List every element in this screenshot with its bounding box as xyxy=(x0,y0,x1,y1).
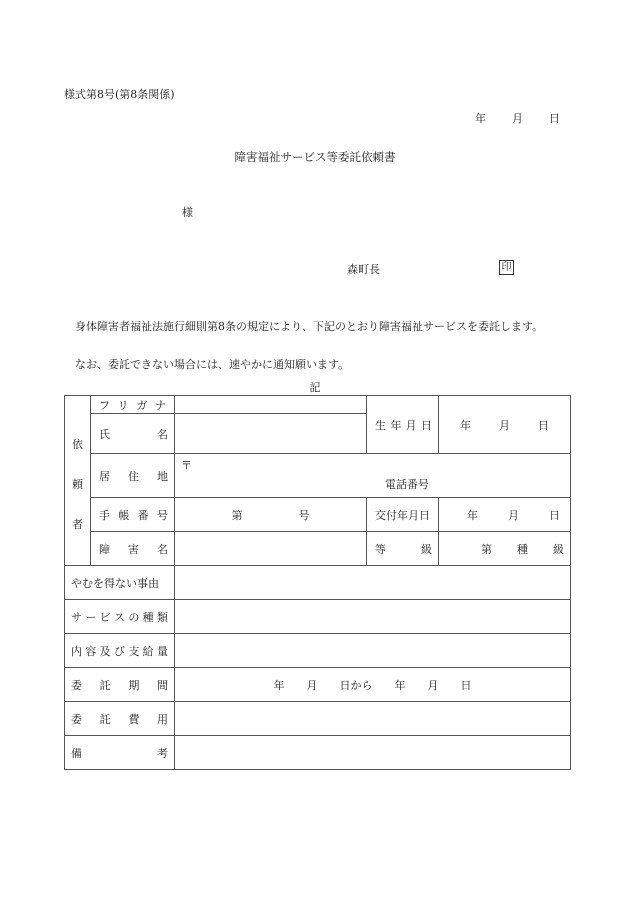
requester-char-1: 依 xyxy=(72,437,83,451)
body-paragraph-2: なお、委託できない場合には、速やかに通知願います。 xyxy=(75,358,350,371)
fee-field[interactable] xyxy=(175,702,571,736)
period-char: 委 xyxy=(71,678,82,692)
reason-label: やむを得ない事由 xyxy=(65,566,175,600)
content-char: 量 xyxy=(156,644,168,658)
period-char: 期 xyxy=(128,678,140,692)
name-field[interactable] xyxy=(175,414,367,454)
disability-char: 名 xyxy=(157,542,168,556)
service-char: ー xyxy=(85,610,97,624)
handbook-go: 号 xyxy=(298,508,310,522)
postal-mark: 〒 xyxy=(181,459,192,472)
issue-day: 日 xyxy=(549,508,560,522)
date-month: 月 xyxy=(512,112,523,125)
content-char: 内 xyxy=(71,644,82,658)
birthdate-year: 年 xyxy=(460,418,471,432)
content-field[interactable] xyxy=(175,634,571,668)
birthdate-field[interactable] xyxy=(439,396,571,454)
fee-char: 用 xyxy=(156,712,168,726)
service-char: ビ xyxy=(99,610,111,624)
requester-char-2: 頼 xyxy=(72,477,83,491)
date-day: 日 xyxy=(549,112,560,125)
grade-kyu: 級 xyxy=(553,542,564,556)
period-char: 間 xyxy=(156,678,168,692)
service-char: サ xyxy=(71,610,82,624)
grade-char: 等 xyxy=(375,542,386,556)
furigana-field[interactable] xyxy=(175,396,367,414)
phone-label: 電話番号 xyxy=(385,478,429,491)
issue-date-field[interactable] xyxy=(439,498,571,532)
birthdate-char: 年 xyxy=(390,418,402,432)
grade-field[interactable] xyxy=(439,532,571,566)
handbook-dai: 第 xyxy=(231,508,243,522)
remarks-char: 考 xyxy=(157,746,168,760)
address-char: 住 xyxy=(128,469,139,483)
service-char: 類 xyxy=(156,610,168,624)
furigana-char: フ xyxy=(99,398,110,412)
service-char: の xyxy=(128,610,140,624)
remarks-label xyxy=(65,736,175,770)
content-label xyxy=(65,634,175,668)
handbook-label xyxy=(91,498,175,532)
period-field[interactable]: 年 月 日から 年 月 日 xyxy=(175,668,571,702)
issue-month: 月 xyxy=(508,508,519,522)
requester-label-cell xyxy=(65,396,91,566)
furigana-label xyxy=(91,396,175,414)
grade-label xyxy=(367,532,439,566)
remarks-field[interactable] xyxy=(175,736,571,770)
ki-heading: 記 xyxy=(309,381,321,394)
birthdate-char: 生 xyxy=(375,418,386,432)
service-char: 種 xyxy=(142,610,154,624)
addressee: 様 xyxy=(182,206,193,219)
form-number: 様式第8号(第8条関係) xyxy=(64,88,175,101)
issuer: 森町長 xyxy=(347,263,380,276)
service-char: ス xyxy=(113,610,125,624)
address-char: 地 xyxy=(157,469,168,483)
requester-char-3: 者 xyxy=(72,517,83,531)
fee-char: 費 xyxy=(128,712,140,726)
address-label xyxy=(91,454,175,498)
name-char: 氏 xyxy=(99,427,110,441)
birthdate-label xyxy=(367,396,439,454)
issue-year: 年 xyxy=(467,508,478,522)
handbook-char: 番 xyxy=(137,508,149,522)
grade-shu: 種 xyxy=(517,542,528,556)
grade-dai: 第 xyxy=(481,542,492,556)
document-title: 障害福祉サービス等委託依頼書 xyxy=(234,150,396,164)
disability-field[interactable] xyxy=(175,532,367,566)
furigana-char: ナ xyxy=(154,398,166,412)
date-line xyxy=(475,110,560,126)
disability-label xyxy=(91,532,175,566)
fee-label xyxy=(65,702,175,736)
handbook-char: 号 xyxy=(156,508,168,522)
birthdate-month: 月 xyxy=(499,418,510,432)
service-type-label xyxy=(65,600,175,634)
reason-field[interactable] xyxy=(175,566,571,600)
birthdate-char: 日 xyxy=(420,418,432,432)
issue-date-label: 交付年月日 xyxy=(367,498,439,532)
content-char: び xyxy=(113,644,125,658)
request-form-table xyxy=(64,395,571,770)
period-char: 託 xyxy=(99,678,111,692)
furigana-char: ガ xyxy=(136,398,148,412)
fee-char: 託 xyxy=(99,712,111,726)
period-label xyxy=(65,668,175,702)
handbook-field[interactable] xyxy=(175,498,367,532)
service-type-field[interactable] xyxy=(175,600,571,634)
disability-char: 障 xyxy=(99,542,110,556)
birthdate-day: 日 xyxy=(538,418,549,432)
body-paragraph-1: 身体障害者福祉法施行細則第8条の規定により、下記のとおり障害福祉サービスを委託します。 xyxy=(75,320,544,333)
name-label xyxy=(91,414,175,454)
address-field[interactable] xyxy=(175,454,571,498)
disability-char: 害 xyxy=(128,542,139,556)
content-char: 給 xyxy=(142,644,154,658)
handbook-char: 帳 xyxy=(118,508,130,522)
name-char: 名 xyxy=(157,427,168,441)
birthdate-char: 月 xyxy=(405,418,417,432)
remarks-char: 備 xyxy=(71,746,82,760)
furigana-char: リ xyxy=(117,398,129,412)
content-char: 容 xyxy=(85,644,97,658)
handbook-char: 手 xyxy=(99,508,110,522)
date-year: 年 xyxy=(475,112,486,125)
address-char: 居 xyxy=(99,469,110,483)
content-char: 支 xyxy=(128,644,140,658)
content-char: 及 xyxy=(99,644,111,658)
seal-mark: 印 xyxy=(499,260,514,275)
fee-char: 委 xyxy=(71,712,82,726)
grade-char: 級 xyxy=(421,542,432,556)
